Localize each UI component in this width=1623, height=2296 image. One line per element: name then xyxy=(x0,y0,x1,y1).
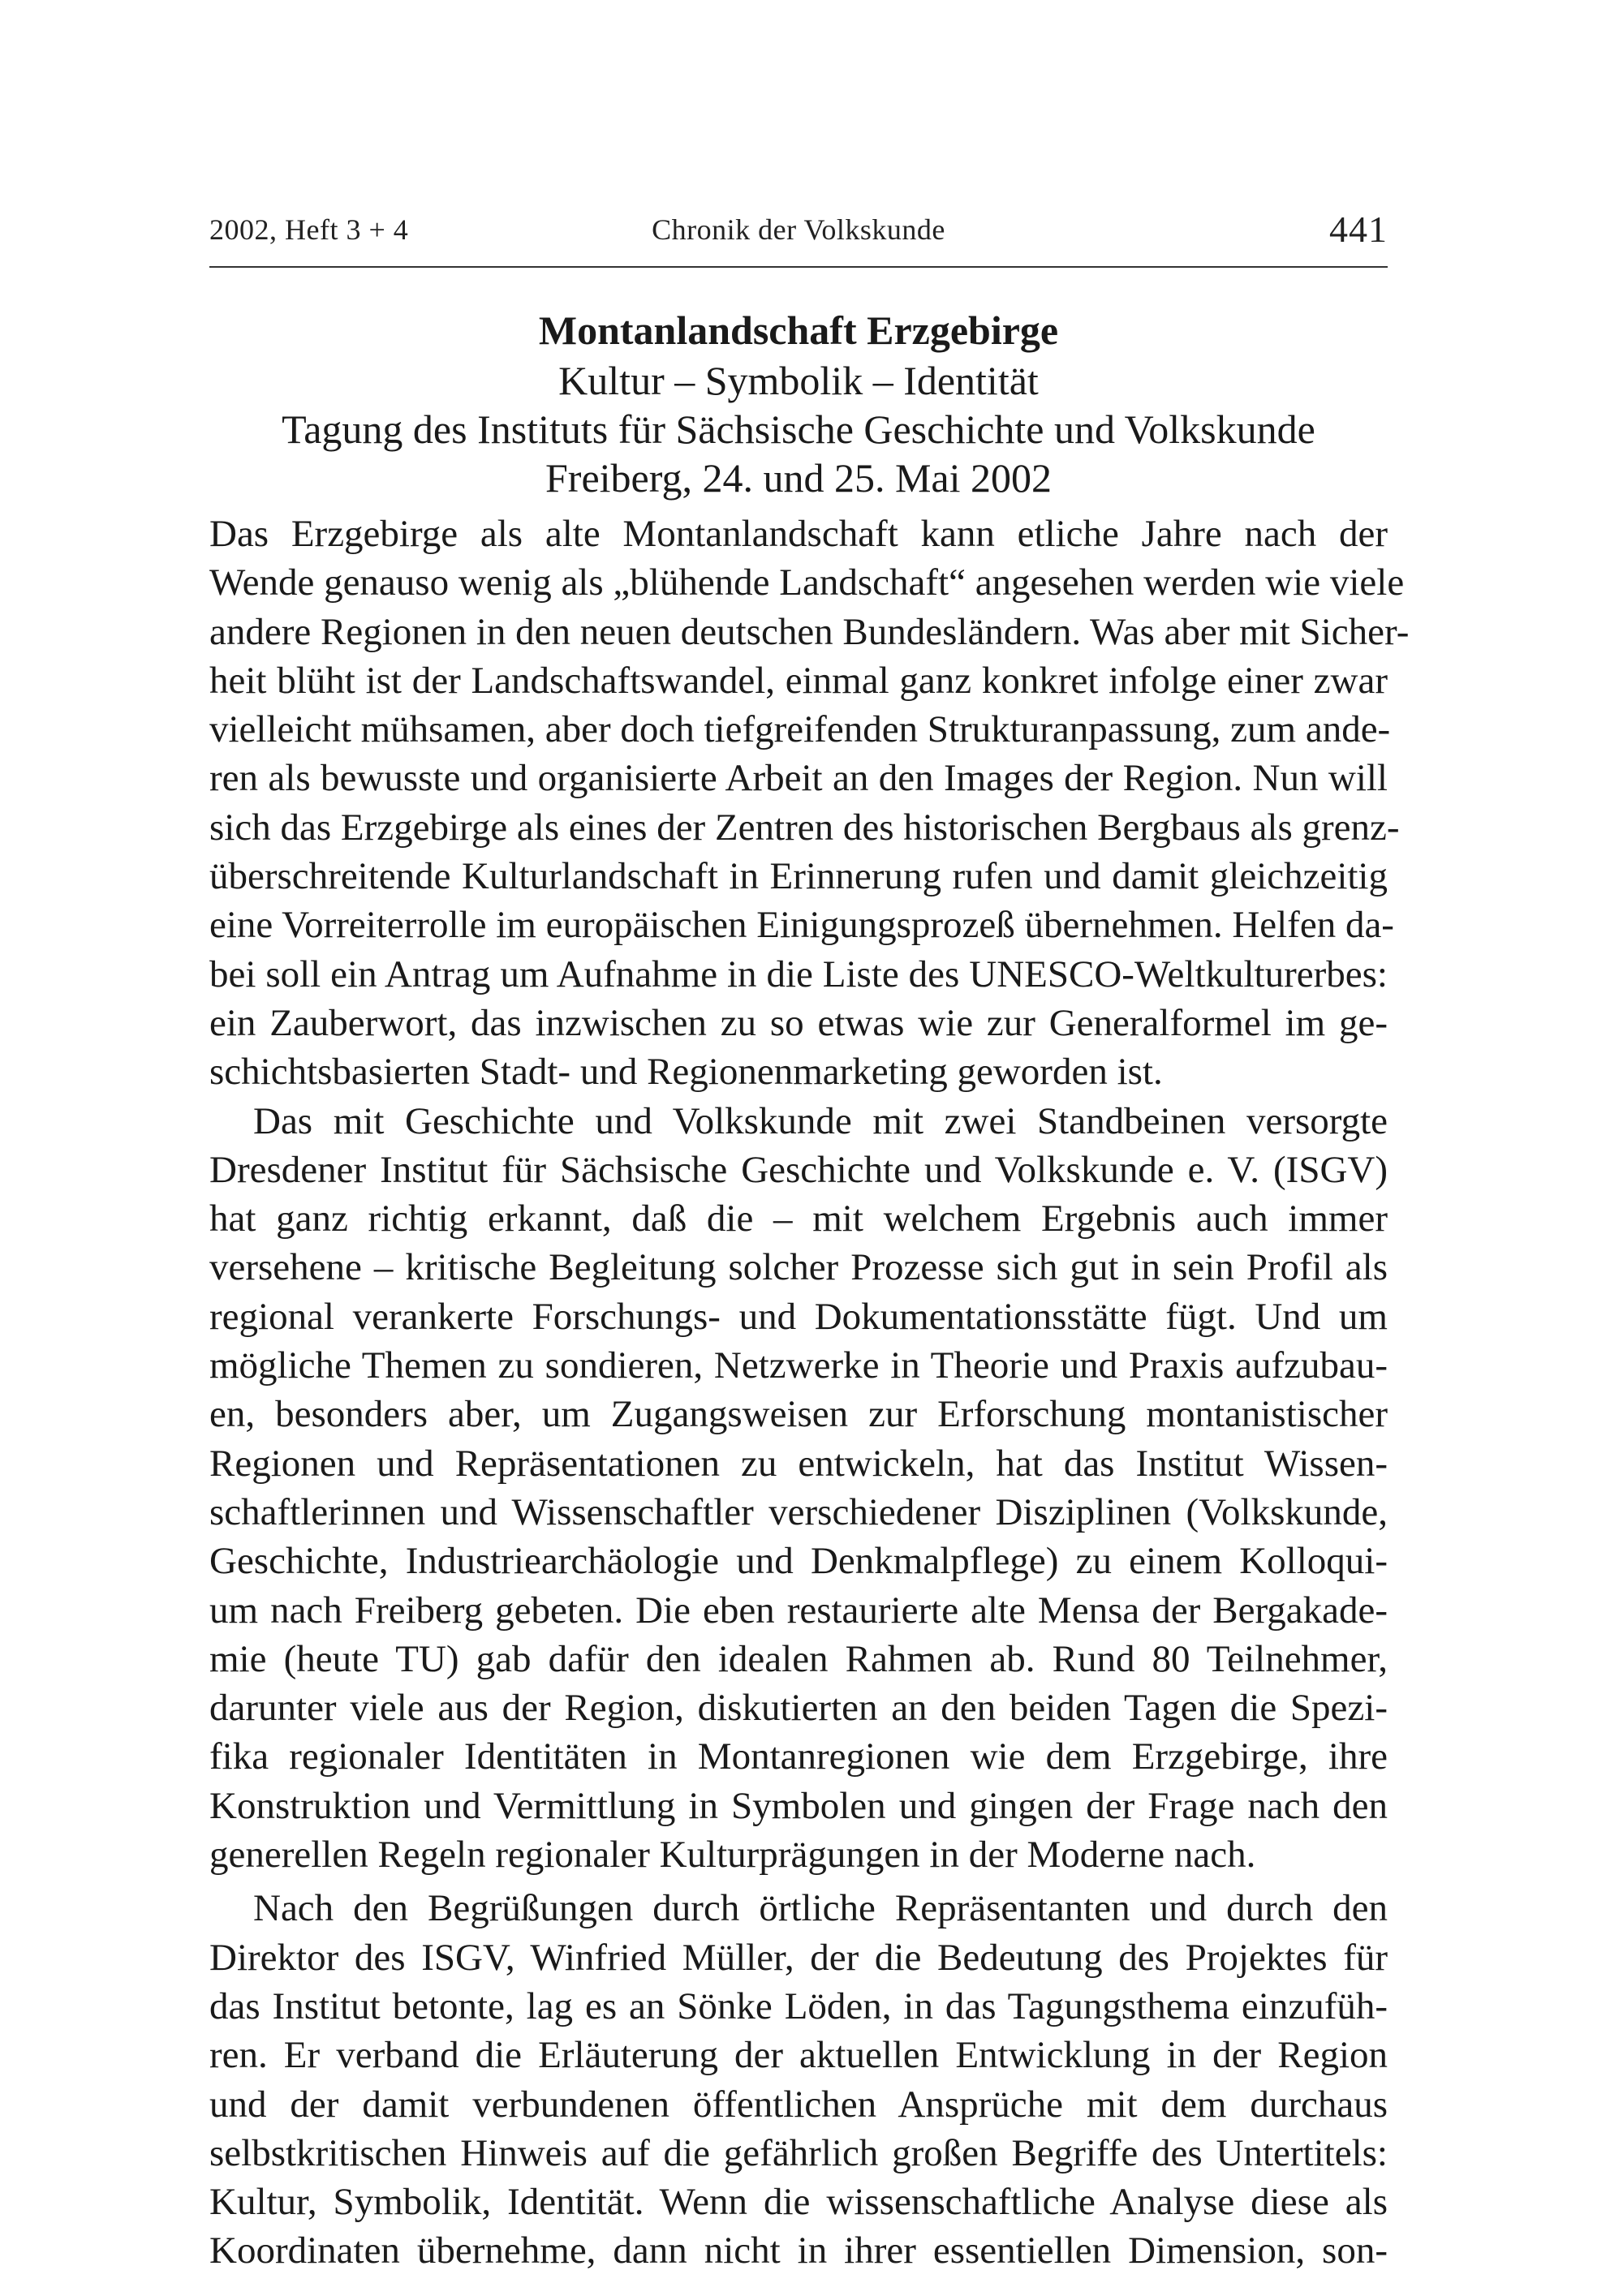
text-line: und der damit verbundenen öffentlichen Ansprüche mit dem durchaus xyxy=(209,2083,1388,2126)
article-subtitle: Kultur – Symbolik – Identität xyxy=(558,358,1039,403)
conference-name: Tagung des Instituts für Sächsische Geschichte und Volkskunde xyxy=(282,406,1315,452)
text-line: regional verankerte Forschungs- und Dokumentationsstätte fügt. Und um xyxy=(209,1295,1388,1338)
text-line: Geschichte, Industriearchäologie und Denkmalpflege) zu einem Kolloqui- xyxy=(209,1540,1388,1583)
text-line: eine Vorreiterrolle im europäischen Einigungsprozeß übernehmen. Helfen da- xyxy=(209,904,1394,947)
text-line: Das Erzgebirge als alte Montanlandschaft kann etliche Jahre nach der xyxy=(209,513,1388,555)
text-line: versehene – kritische Begleitung solcher Prozesse sich gut in sein Profil als xyxy=(209,1246,1388,1289)
text-line: Direktor des ISGV, Winfried Müller, der die Bedeutung des Projektes für xyxy=(209,1936,1388,1979)
text-line: ein Zauberwort, das inzwischen zu so etwas wie zur Generalformel im ge- xyxy=(209,1001,1388,1044)
text-line: um nach Freiberg gebeten. Die eben restaurierte alte Mensa der Bergakade- xyxy=(209,1589,1388,1632)
header-rule xyxy=(209,266,1388,268)
text-line: en, besonders aber, um Zugangsweisen zur Erforschung montanistischer xyxy=(209,1393,1388,1436)
text-line: fika regionaler Identitäten in Montanregionen wie dem Erzgebirge, ihre xyxy=(209,1735,1388,1778)
paragraph-2 xyxy=(209,1097,1388,1880)
text-line: mie (heute TU) gab dafür den idealen Rahmen ab. Rund 80 Teilnehmer, xyxy=(209,1637,1388,1680)
text-line: ren als bewusste und organisierte Arbeit an den Images der Region. Nun will xyxy=(209,757,1388,800)
text-line: Wende genauso wenig als „blühende Landschaft“ angesehen werden wie viele xyxy=(209,561,1405,604)
text-line: Regionen und Repräsentationen zu entwickeln, hat das Institut Wissen- xyxy=(209,1442,1388,1485)
header-journal-title: Chronik der Volkskunde xyxy=(652,213,945,246)
text-line: Dresdener Institut für Sächsische Geschichte und Volkskunde e. V. (ISGV) xyxy=(209,1148,1388,1191)
text-line: vielleicht mühsamen, aber doch tiefgreifenden Strukturanpassung, zum ande- xyxy=(209,708,1391,751)
text-line: Das mit Geschichte und Volkskunde mit zwei Standbeinen versorgte xyxy=(253,1099,1388,1142)
paragraph-3 xyxy=(209,1884,1388,2275)
header-issue: 2002, Heft 3 + 4 xyxy=(209,213,409,246)
text-line: darunter viele aus der Region, diskutierten an den beiden Tagen die Spezi- xyxy=(209,1687,1388,1730)
text-line: hat ganz richtig erkannt, daß die – mit welchem Ergebnis auch immer xyxy=(209,1197,1388,1240)
article-body xyxy=(209,510,1410,2276)
text-line: schichtsbasierten Stadt- und Regionenmarketing geworden ist. xyxy=(209,1051,1163,1094)
paragraph-1 xyxy=(209,510,1410,1097)
text-line: bei soll ein Antrag um Aufnahme in die Liste des UNESCO-Weltkulturerbes: xyxy=(209,952,1388,995)
text-line: heit blüht ist der Landschaftswandel, einmal ganz konkret infolge einer zwar xyxy=(209,659,1388,702)
text-line: schaftlerinnen und Wissenschaftler verschiedener Disziplinen (Volkskunde, xyxy=(209,1490,1388,1533)
text-line: überschreitende Kulturlandschaft in Erinnerung rufen und damit gleichzeitig xyxy=(209,855,1388,898)
text-line: mögliche Themen zu sondieren, Netzwerke in Theorie und Praxis aufzubau- xyxy=(209,1344,1388,1387)
text-line: generellen Regeln regionaler Kulturprägungen in der Moderne nach. xyxy=(209,1834,1256,1877)
text-line: Koordinaten übernehme, dann nicht in ihrer essentiellen Dimension, son- xyxy=(209,2229,1388,2272)
text-line: Kultur, Symbolik, Identität. Wenn die wissenschaftliche Analyse diese als xyxy=(209,2181,1388,2224)
running-header xyxy=(209,209,1388,261)
article-title-block xyxy=(209,304,1388,502)
text-line: sich das Erzgebirge als eines der Zentren des historischen Bergbaus als grenz- xyxy=(209,806,1400,849)
text-line: das Institut betonte, lag es an Sönke Löden, in das Tagungsthema einzufüh- xyxy=(209,1984,1388,2027)
text-line: ren. Er verband die Erläuterung der aktuellen Entwicklung in der Region xyxy=(209,2034,1388,2077)
conference-place-date: Freiberg, 24. und 25. Mai 2002 xyxy=(545,455,1053,501)
page-number: 441 xyxy=(1329,209,1388,250)
text-line: selbstkritischen Hinweis auf die gefährlich großen Begriffe des Untertitels: xyxy=(209,2131,1388,2174)
article-title: Montanlandschaft Erzgebirge xyxy=(538,307,1059,353)
text-line: Nach den Begrüßungen durch örtliche Repräsentanten und durch den xyxy=(253,1887,1388,1930)
text-line: Konstruktion und Vermittlung in Symbolen und gingen der Frage nach den xyxy=(209,1784,1388,1827)
text-line: andere Regionen in den neuen deutschen Bundesländern. Was aber mit Sicher- xyxy=(209,610,1410,653)
